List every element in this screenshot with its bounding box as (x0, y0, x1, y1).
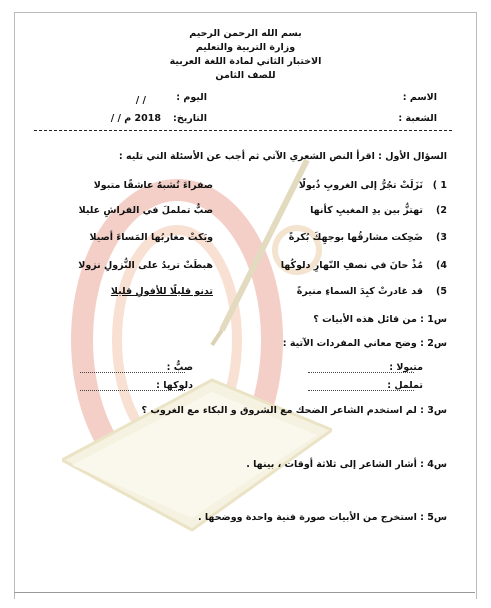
day-slashes: / / (135, 95, 146, 106)
ministry-name: وزارة التربية والتعليم (195, 42, 296, 53)
question-1-title: السؤال الأول : اقرأ النص الشعري الآتي ثم أجب عن الأسئلة التي تليه : (118, 151, 447, 162)
question-s5: س5 : استخرج من الأبيات صورة فنية واحدة ووضحها . (197, 512, 447, 523)
verse-1-second-half: صفراءَ تُشبهُ عاشقًا متبولا (93, 180, 213, 191)
question-s2: س2 : وضح معاني المفردات الآتية : (282, 338, 447, 349)
section-label: الشعبة : (398, 113, 437, 124)
verse-4-second-half: هبطَتْ تريدُ على النُّزولِ نزولا (78, 260, 213, 271)
verse-2-number: 2) (436, 205, 447, 216)
verse-2-first-half: تهتزُّ بين يدِ المغيبِ كأنها (310, 205, 423, 216)
exam-title: الاختبار الثاني لمادة اللغة العربية (169, 56, 322, 67)
question-s4: س4 : أشار الشاعر إلى ثلاثة أوقات ، بينها . (246, 459, 447, 470)
verse-4-first-half: مُذْ حانَ في نصفِ النّهارِ دلوكُها (280, 260, 423, 271)
separator-dashed (34, 130, 452, 131)
verse-5-second-half: تدنو قليلًا للأفولِ قليلا (110, 286, 213, 297)
basmala: بسم الله الرحمن الرحيم (189, 28, 302, 39)
word-label-sabb: صبٌّ : (166, 362, 193, 373)
watermark-logo (62, 130, 332, 540)
answer-line-sabb[interactable] (80, 372, 185, 373)
answer-line-dulukuha[interactable] (80, 390, 185, 391)
grade-label: للصف الثامن (215, 70, 276, 81)
word-label-dulukuha: دلوكها : (156, 380, 193, 391)
verse-1-number: 1 ) (432, 180, 447, 191)
word-label-tamalmal: تململ : (387, 380, 423, 391)
bottom-rule (14, 592, 475, 593)
verse-5-first-half: قد غادرتْ كبِدَ السماءِ منيرةً (296, 286, 423, 297)
verse-4-number: 4) (436, 260, 447, 271)
date-value: 2018 م / / (110, 113, 161, 124)
name-label: الاسم : (402, 92, 437, 103)
verse-3-second-half: وبَكتْ مغاربُها المَساءَ أصيلا (89, 232, 213, 243)
question-s1: س1 : من قائل هذه الأبيات ؟ (313, 314, 447, 325)
verse-3-first-half: ضَحِكت مشارقُها بوجهِكَ بُكرةً (288, 232, 423, 243)
verse-3-number: 3) (436, 232, 447, 243)
question-s3: س3 : لم استخدم الشاعر الضحك مع الشروق و البكاء مع الغروب ؟ (141, 405, 447, 416)
day-label: اليوم : (176, 92, 207, 103)
verse-1-first-half: نَزَلَتْ تجُرُّ إلى الغروبِ ذُيولًا (298, 180, 423, 191)
word-label-mutabbula: متبولا : (389, 362, 423, 373)
answer-line-tamalmal[interactable] (308, 390, 414, 391)
answer-line-mutabbula[interactable] (308, 372, 414, 373)
date-label: التاريخ: (173, 113, 207, 124)
verse-2-second-half: صبٌّ تململَ في الفراشِ عليلا (78, 205, 213, 216)
verse-5-number: 5) (436, 286, 447, 297)
